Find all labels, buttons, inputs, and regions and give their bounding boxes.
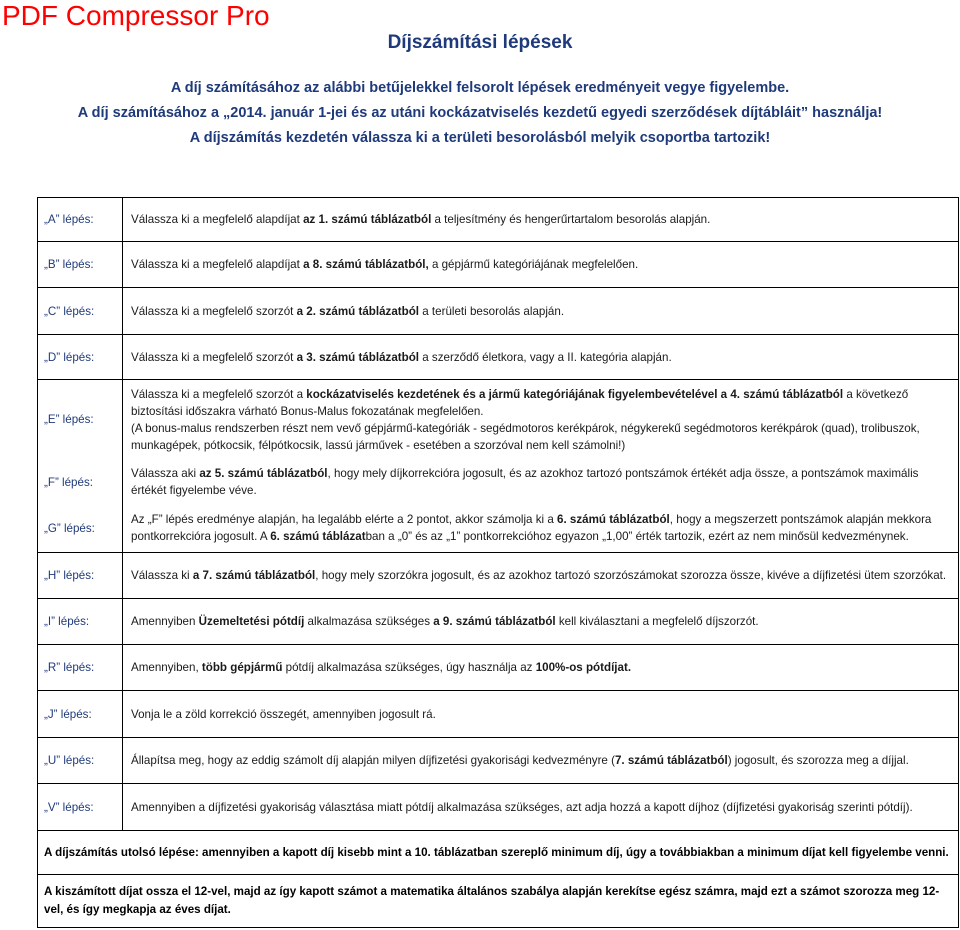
last-step-row [38,831,959,875]
step-row-r [38,645,959,691]
step-row-u [38,738,959,784]
step-description: Amennyiben a díjfizetési gyakoriság választása miatt pótdíj alkalmazása szükséges, azt adja hozzá a kapott díjhoz (díjfizetési gyakoriság szerinti pótdíj). [123,784,959,831]
step-label: „V” lépés: [38,784,123,831]
step-row-f [38,460,959,505]
step-row-d [38,335,959,380]
step-label: „H” lépés: [38,553,123,599]
final-note-text: A kiszámított díjat ossza el 12-vel, majd az így kapott számot a matematika általános szabálya alapján kerekítse egész számra, majd ezt a számot szorozza meg 12-vel, és így megkapja az éves díjat. [38,875,959,928]
intro-line-2: A díj számításához a „2014. január 1-jei és az utáni kockázatviselés kezdetű egyedi szerződések díjtábláit” használja! [77,105,883,121]
step-row-g [38,505,959,553]
step-description: Válassza ki a megfelelő szorzót a 3. számú táblázatból a szerződő életkora, vagy a II. kategória alapján. [123,335,959,380]
step-row-a [38,198,959,242]
step-description: Válassza ki a megfelelő szorzót a kockázatviselés kezdetének és a jármű kategóriájának figyelembevételével a 4. számú táblázatból a következő biztosítási időszakra várható Bonus-Malus fokozatának megfelelően. (A bonus-malus rendszerben részt nem vevő gépjármű-kategóriák - segédmotoros kerékpárok, négykerekű segédmotoros kerékpárok (quad), trolibuszok, munkagépek, pótkocsik, félpótkocsik, lassú járművek - esetében a szorzóval nem kell számolni!) [123,380,959,460]
step-row-v [38,784,959,831]
step-description: Állapítsa meg, hogy az eddig számolt díj alapján milyen díjfizetési gyakorisági kedvezményre (7. számú táblázatból) jogosult, és szorozza meg a díjjal. [123,738,959,784]
steps-table [37,197,959,928]
watermark: PDF Compressor Pro [2,0,270,31]
step-row-i [38,599,959,645]
step-row-j [38,691,959,738]
step-row-h [38,553,959,599]
step-description: Válassza ki a megfelelő alapdíjat a 8. számú táblázatból, a gépjármű kategóriájának megfelelően. [123,242,959,288]
step-description: Válassza ki a megfelelő szorzót a 2. számú táblázatból a területi besorolás alapján. [123,288,959,335]
step-label: „G” lépés: [38,505,123,553]
step-label: „A” lépés: [38,198,123,242]
step-label: „B” lépés: [38,242,123,288]
step-label: „C” lépés: [38,288,123,335]
step-label: „U” lépés: [38,738,123,784]
step-label: „I” lépés: [38,599,123,645]
intro-line-3: A díjszámítás kezdetén válassza ki a területi besorolásból melyik csoportba tartozik! [189,130,771,146]
step-label: „J” lépés: [38,691,123,738]
step-description: Amennyiben Üzemeltetési pótdíj alkalmazása szükséges a 9. számú táblázatból kell kiválasztani a megfelelő díjszorzót. [123,599,959,645]
intro-line-1: A díj számításához az alábbi betűjelekkel felsorolt lépések eredményeit vegye figyelembe. [170,80,790,96]
step-description: Válassza ki a 7. számú táblázatból, hogy mely szorzókra jogosult, és az azokhoz tartozó szorzószámokat szorozza össze, kivéve a díjfizetési ütem szorzókat. [123,553,959,599]
step-description: Válassza aki az 5. számú táblázatból, hogy mely díjkorrekcióra jogosult, és az azokhoz tartozó pontszámok értékét adja össze, a pontszámok maximális értékét figyelembe véve. [123,460,959,505]
step-description: Válassza ki a megfelelő alapdíjat az 1. számú táblázatból a teljesítmény és hengerűrtartalom besorolás alapján. [123,198,959,242]
step-row-e [38,380,959,460]
step-label: „F” lépés: [38,460,123,505]
step-label: „D” lépés: [38,335,123,380]
final-note-row [38,875,959,928]
step-label: „R” lépés: [38,645,123,691]
step-label: „E” lépés: [38,380,123,460]
step-description: Az „F” lépés eredménye alapján, ha legalább elérte a 2 pontot, akkor számolja ki a 6. számú táblázatból, hogy a megszerzett pontszámok alapján mekkora pontkorrekcióra jogosult. A 6. számú táblázatban a „0” és az „1” pontkorrekcióhoz egyazon „1,00” érték tartozik, ezért az nem minősül kedvezménynek. [123,505,959,553]
step-description: Vonja le a zöld korrekció összegét, amennyiben jogosult rá. [123,691,959,738]
step-row-b [38,242,959,288]
page-title: Díjszámítási lépések [387,32,573,53]
step-row-c [38,288,959,335]
last-step-text: A díjszámítás utolsó lépése: amennyiben a kapott díj kisebb mint a 10. táblázatban szereplő minimum díj, úgy a továbbiakban a minimum díjat kell figyelembe venni. [38,831,959,875]
step-description: Amennyiben, több gépjármű pótdíj alkalmazása szükséges, úgy használja az 100%-os pótdíjat. [123,645,959,691]
